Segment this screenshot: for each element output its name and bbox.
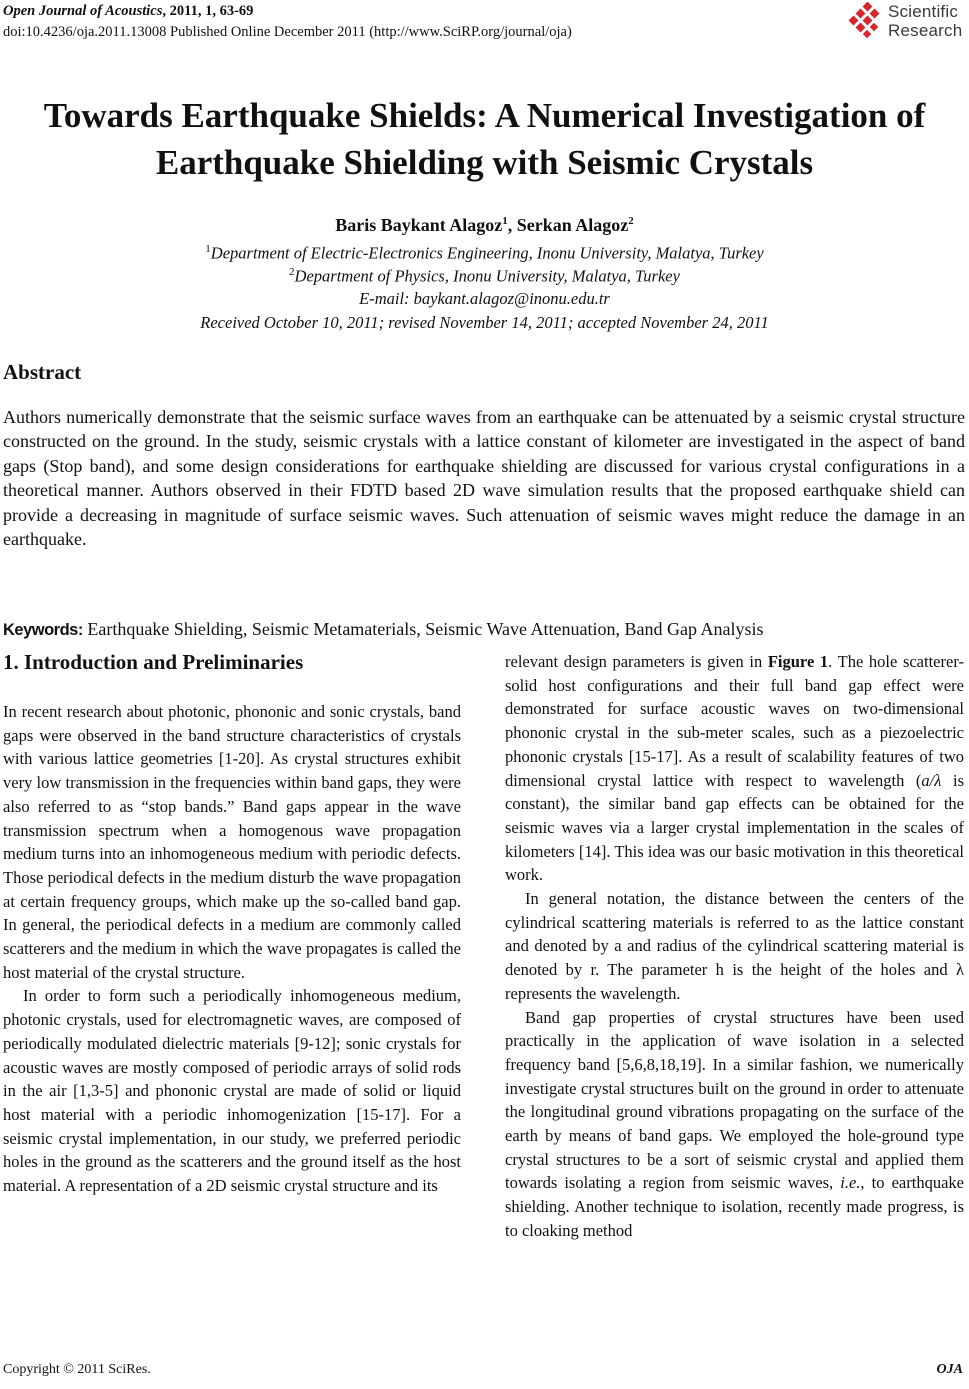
publisher-logo [848, 2, 968, 42]
doi-line: doi:10.4236/oja.2011.13008 Published Online December 2011 (http://www.SciRP.org/journal/oja) [3, 24, 572, 40]
author-separator: , [507, 215, 517, 235]
volume-info: , 2011, 1, 63-69 [162, 3, 254, 19]
section-1-heading: 1. Introduction and Preliminaries [3, 650, 304, 674]
paper-title [0, 92, 969, 186]
paragraph-5-part-a: Band gap properties of crystal structures have been used practically in the application of wave isolation in a selected frequency band [5,6,8,18,19]. In a similar fashion, we numerically investigate crystal structures built on the ground in order to attenuate the longitudinal ground vibrations propagating on the surface of the earth by means of band gaps. We employed the hole-ground type crystal structures to be a sort of seismic crystal and applied them towards isolating a region from seismic waves, [505, 1007, 964, 1193]
abstract-text: Authors numerically demonstrate that the seismic surface waves from an earthquake can be attenuated by a seismic crystal structure constructed on the ground. In the study, seismic crystals with a lattice constant of kilometer are investigated in the aspect of band gaps (Stop band), and some design considerations for earthquake shielding are discussed for various crystal configurations in a theoretical manner. Authors observed in their FDTD based 2D wave simulation results that the proposed earthquake shield can provide a decreasing in magnitude of surface seismic waves. Such attenuation of seismic waves might reduce the damage in an earthquake. [3, 407, 965, 550]
author-1-affiliation-mark: 1 [502, 215, 508, 227]
journal-abbreviation: OJA [936, 1362, 963, 1377]
logo-text-line2: Research [888, 21, 963, 40]
author-list [0, 215, 969, 236]
paragraph-1: In recent research about photonic, phononic and sonic crystals, band gaps were observed in the band structure characteristics of crystals with various lattice geometries [1-20]. As crystal structures exhibit very low transmission in the frequencies within band gaps, they were also referred to as “stop bands.” Band gaps appear in the wave transmission spectrum when a homogenous wave propagation medium turns into an inhomogeneous medium with periodic defects. Those periodical defects in the medium disturb the wave propagation at certain frequency groups, which make up the so-called band gap. In general, the periodical defects in a medium are commonly called scatterers and the medium in which the wave propagates is called the host material of the crystal structure. [3, 702, 461, 982]
figure-1-reference[interactable]: Figure 1 [767, 652, 829, 671]
paragraph-5-part-b: , to earthquake shielding. Another technique to isolation, recently made progress, is to cloaking method [505, 1173, 964, 1240]
affiliation-2-mark: 2 [289, 266, 295, 278]
ie-abbrev: i.e. [840, 1173, 861, 1193]
journal-header [3, 3, 253, 20]
author-email: E-mail: baykant.alagoz@inonu.edu.tr [359, 289, 610, 308]
left-column [3, 700, 461, 1198]
title-line-2: Earthquake Shielding with Seismic Crystals [155, 143, 814, 182]
keywords-text: Earthquake Shielding, Seismic Metamaterials, Seismic Wave Attenuation, Band Gap Analysis [82, 619, 764, 639]
author-2-affiliation-mark: 2 [628, 215, 634, 227]
logo-text-line1: Scientific [888, 2, 959, 21]
keywords-label: Keywords: [3, 621, 83, 639]
affiliation-2-text: Department of Physics, Inonu University, Malatya, Turkey [294, 266, 680, 286]
ratio-math: a/λ [921, 770, 942, 790]
journal-name: Open Journal of Acoustics [3, 3, 163, 19]
affiliation-1-text: Department of Electric-Electronics Engineering, Inonu University, Malatya, Turkey [210, 243, 764, 263]
right-column [505, 650, 964, 1243]
title-line-1: Towards Earthquake Shields: A Numerical Investigation of [43, 96, 926, 135]
paragraph-3 [505, 650, 964, 887]
abstract-heading: Abstract [3, 360, 82, 384]
affiliation-2 [0, 266, 969, 287]
paragraph-5 [505, 1006, 964, 1243]
affiliation-1 [0, 243, 969, 264]
keywords [3, 619, 965, 640]
paragraph-2: In order to form such a periodically inhomogeneous medium, photonic crystals, used for electromagnetic waves, are composed of periodically modulated dielectric materials [9-12]; sonic crystals for acoustic waves are mostly composed of periodic arrays of solid rods in the air [1,3-5] and phononic crystal are made of solid or liquid host material with a periodic inhomogenization [15-17]. For a seismic crystal implementation, in our study, we preferred periodic holes in the ground as the scatterers and the ground itself as the host material. A representation of a 2D seismic crystal structure and its [3, 986, 461, 1196]
affiliation-1-mark: 1 [205, 243, 211, 255]
paragraph-4: In general notation, the distance between the centers of the cylindrical scattering materials is referred to as the lattice constant and denoted by a and radius of the cylindrical scattering material is denoted by r. The parameter h is the height of the holes and λ represents the wavelength. [505, 889, 964, 1003]
paragraph-3-part-c: is constant), the similar band gap effects can be obtained for the seismic waves via a larger crystal implementation in the scales of kilometers [14]. This idea was our basic motivation in this theoretical work. [505, 770, 964, 885]
paragraph-3-part-a: relevant design parameters is given in [505, 652, 768, 671]
author-2: Serkan Alagoz [516, 215, 629, 235]
received-dates: Received October 10, 2011; revised November 14, 2011; accepted November 24, 2011 [200, 313, 769, 332]
copyright-footer: Copyright © 2011 SciRes. [3, 1362, 151, 1377]
author-1: Baris Baykant Alagoz [335, 215, 503, 235]
scirp-logo-icon [848, 2, 886, 40]
paragraph-3-part-b: . The hole scatterer-solid host configurations and their full band gap effect were demonstrated for surface acoustic waves on two-dimensional phononic crystal in the sub-meter scales, such as a piezoelectric phononic crystals [15-17]. As a result of scalability features of two dimensional crystal lattice with respect to wavelength ( [505, 652, 964, 790]
